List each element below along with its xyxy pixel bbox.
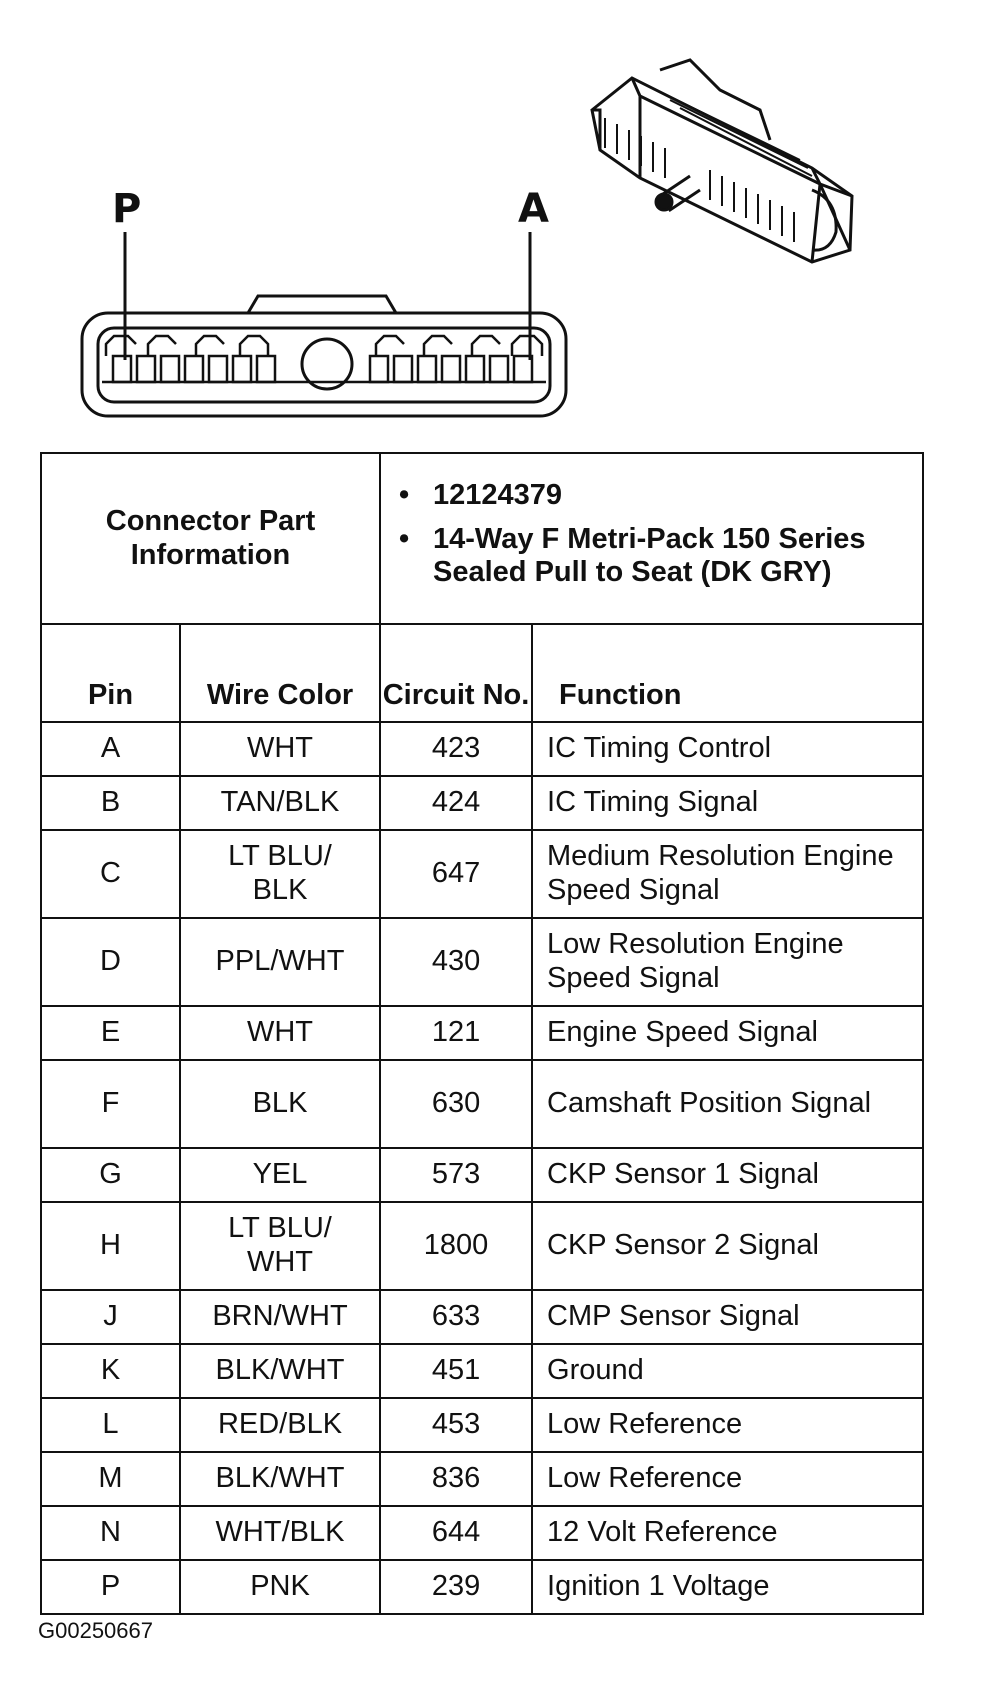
connector-diagram — [0, 0, 986, 440]
pin-a-label: A — [518, 186, 549, 232]
wire-color-cell: BLK — [180, 1060, 380, 1148]
connector-drawing — [0, 0, 986, 440]
wire-color-cell: BLK/WHT — [180, 1344, 380, 1398]
function-cell: Engine Speed Signal — [532, 1006, 923, 1060]
pin-cell: K — [41, 1344, 180, 1398]
pin-cell: J — [41, 1290, 180, 1344]
figure-id: G00250667 — [38, 1618, 153, 1643]
table-row — [41, 1560, 923, 1614]
function-cell: Ground — [532, 1344, 923, 1398]
circuit-cell: 423 — [380, 722, 532, 776]
pin-cell: E — [41, 1006, 180, 1060]
function-cell: Medium Resolution Engine Speed Signal — [532, 830, 923, 918]
circuit-cell: 451 — [380, 1344, 532, 1398]
pin-cell: N — [41, 1506, 180, 1560]
function-cell: CKP Sensor 1 Signal — [532, 1148, 923, 1202]
col-header-pin: Pin — [41, 624, 180, 722]
function-cell: Low Reference — [532, 1452, 923, 1506]
circuit-cell: 836 — [380, 1452, 532, 1506]
table-row — [41, 1290, 923, 1344]
table-row — [41, 830, 923, 918]
col-header-wire-color: Wire Color — [180, 624, 380, 722]
circuit-cell: 239 — [380, 1560, 532, 1614]
function-cell: Low Reference — [532, 1398, 923, 1452]
table-row — [41, 776, 923, 830]
function-cell: CMP Sensor Signal — [532, 1290, 923, 1344]
pin-cell: A — [41, 722, 180, 776]
col-header-circuit-no: Circuit No. — [380, 624, 532, 722]
table-row — [41, 1202, 923, 1290]
wire-color-cell: LT BLU/ BLK — [180, 830, 380, 918]
connector-info-label: Connector Part Information — [41, 453, 380, 624]
circuit-cell: 644 — [380, 1506, 532, 1560]
pin-cell: H — [41, 1202, 180, 1290]
wire-color-cell: YEL — [180, 1148, 380, 1202]
pin-cell: C — [41, 830, 180, 918]
wire-color-cell: PPL/WHT — [180, 918, 380, 1006]
function-cell: IC Timing Signal — [532, 776, 923, 830]
function-cell: Low Resolution Engine Speed Signal — [532, 918, 923, 1006]
wire-color-cell: BRN/WHT — [180, 1290, 380, 1344]
table-row — [41, 1344, 923, 1398]
pin-cell: P — [41, 1560, 180, 1614]
function-cell: 12 Volt Reference — [532, 1506, 923, 1560]
circuit-cell: 633 — [380, 1290, 532, 1344]
wire-color-cell: LT BLU/ WHT — [180, 1202, 380, 1290]
table-row — [41, 1148, 923, 1202]
function-cell: IC Timing Control — [532, 722, 923, 776]
table-row — [41, 1506, 923, 1560]
table-row — [41, 1060, 923, 1148]
connector-info-row — [41, 453, 923, 624]
function-cell: Camshaft Position Signal — [532, 1060, 923, 1148]
table-row — [41, 722, 923, 776]
circuit-cell: 573 — [380, 1148, 532, 1202]
pin-cell: G — [41, 1148, 180, 1202]
pin-p-label: P — [112, 186, 142, 232]
pin-cell: L — [41, 1398, 180, 1452]
pin-cell: D — [41, 918, 180, 1006]
circuit-cell: 430 — [380, 918, 532, 1006]
function-cell: CKP Sensor 2 Signal — [532, 1202, 923, 1290]
wire-color-cell: WHT — [180, 1006, 380, 1060]
circuit-cell: 647 — [380, 830, 532, 918]
wire-color-cell: BLK/WHT — [180, 1452, 380, 1506]
circuit-cell: 453 — [380, 1398, 532, 1452]
table-row — [41, 1006, 923, 1060]
wire-color-cell: PNK — [180, 1560, 380, 1614]
function-cell: Ignition 1 Voltage — [532, 1560, 923, 1614]
column-header-row — [41, 624, 923, 722]
table-row — [41, 1398, 923, 1452]
pin-cell: M — [41, 1452, 180, 1506]
part-number: • 12124379 — [433, 479, 912, 513]
circuit-cell: 424 — [380, 776, 532, 830]
table-row — [41, 918, 923, 1006]
pin-cell: F — [41, 1060, 180, 1148]
wire-color-cell: TAN/BLK — [180, 776, 380, 830]
connector-face — [82, 296, 566, 416]
wire-color-cell: WHT — [180, 722, 380, 776]
pin-cell: B — [41, 776, 180, 830]
circuit-cell: 630 — [380, 1060, 532, 1148]
wire-color-cell: WHT/BLK — [180, 1506, 380, 1560]
connector-3d-illustration — [592, 60, 852, 262]
table-row — [41, 1452, 923, 1506]
connector-pinout-table — [40, 452, 924, 1615]
circuit-cell: 1800 — [380, 1202, 532, 1290]
connector-description: • 14-Way F Metri-Pack 150 Series Sealed Pull to Seat (DK GRY) — [433, 523, 912, 590]
circuit-cell: 121 — [380, 1006, 532, 1060]
col-header-function: Function — [532, 624, 923, 722]
wire-color-cell: RED/BLK — [180, 1398, 380, 1452]
connector-info-details — [380, 453, 923, 624]
